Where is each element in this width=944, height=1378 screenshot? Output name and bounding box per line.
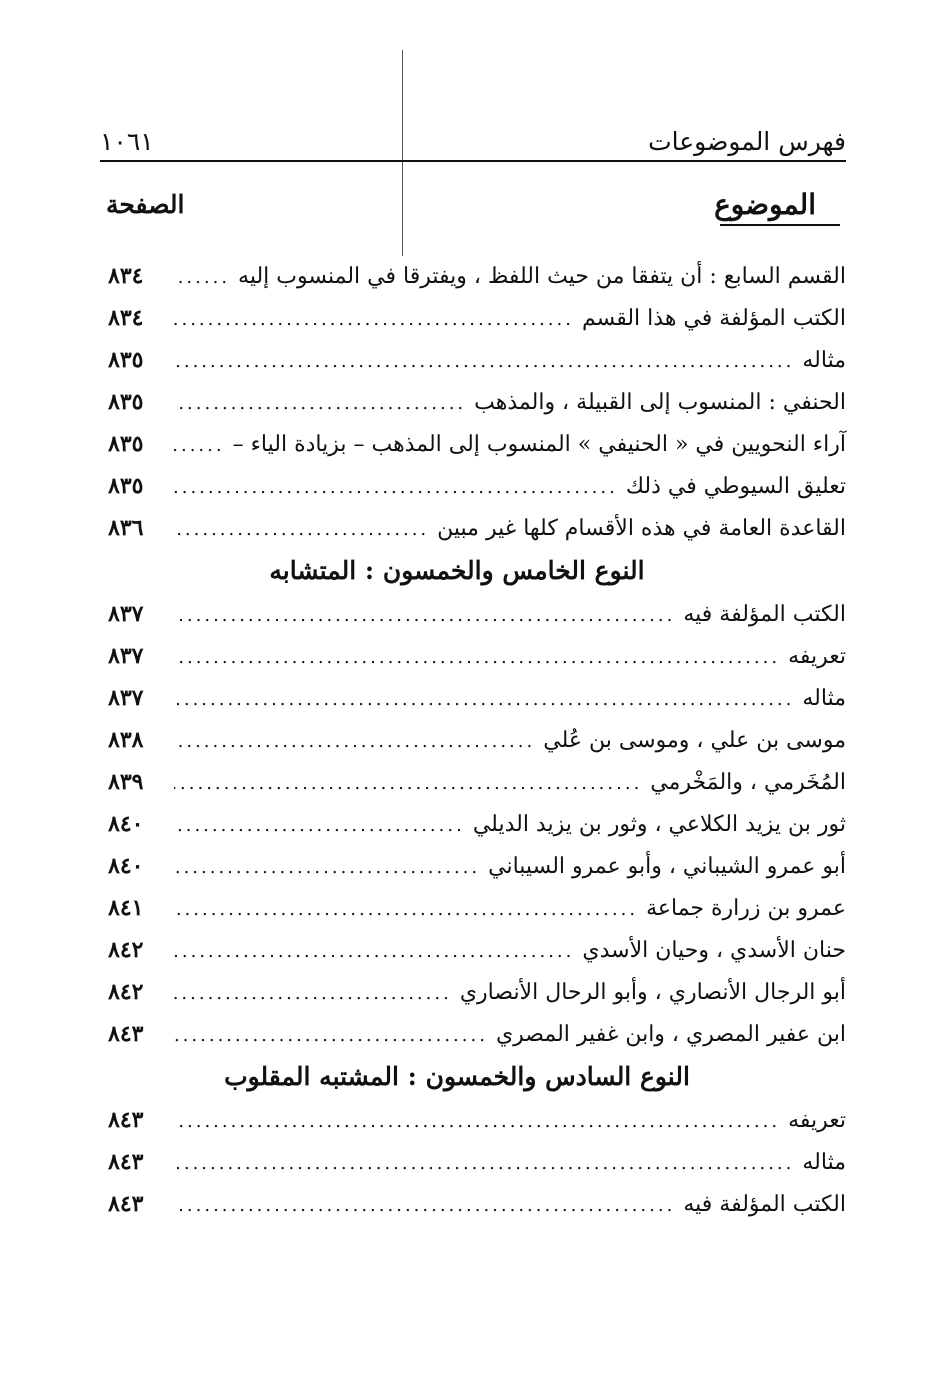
- dot-leader: [174, 763, 642, 805]
- entry-title: مثاله: [802, 686, 846, 711]
- entry-title: آراء النحويين في « الحنيفي » المنسوب إلى المذهب – بزيادة الياء –: [232, 432, 846, 457]
- entry-title: الكتب المؤلفة في هذا القسم: [581, 306, 846, 331]
- dot-leader: [174, 595, 675, 637]
- page-number: ١٠٦١: [100, 127, 154, 156]
- entry-page: ٨٣٤: [108, 305, 144, 331]
- entry-page: ٨٤٢: [108, 937, 144, 963]
- subject-underline: [720, 224, 840, 226]
- entry-page: ٨٣٧: [108, 643, 144, 669]
- toc-entry: [108, 719, 846, 761]
- entry-title: مثاله: [802, 348, 846, 373]
- dot-leader: [174, 1185, 675, 1227]
- dot-leader: [174, 973, 452, 1015]
- section-heading: النوع السادس والخمسون : المشتبه المقلوب: [224, 1062, 690, 1091]
- entry-title: المُخَرمي ، والمَخْرمي: [650, 770, 846, 795]
- dot-leader: [174, 425, 225, 467]
- dot-leader: [174, 1143, 794, 1185]
- entry-page: ٨٤٣: [108, 1191, 144, 1217]
- dot-leader: [174, 1015, 488, 1057]
- entry-page: ٨٣٧: [108, 601, 144, 627]
- toc-entry: [108, 887, 846, 929]
- column-headings: [100, 183, 846, 227]
- toc-entry: [108, 929, 846, 971]
- entry-title: مثاله: [802, 1150, 846, 1175]
- entry-title: الكتب المؤلفة فيه: [683, 602, 846, 627]
- dot-leader: [174, 257, 230, 299]
- toc-entry: [108, 1141, 846, 1183]
- dot-leader: [174, 509, 429, 551]
- entry-title: تعليق السيوطي في ذلك: [625, 474, 846, 499]
- toc-entry: [108, 1099, 846, 1141]
- toc-entry: [108, 761, 846, 803]
- toc-entry: [108, 1183, 846, 1225]
- dot-leader: [174, 931, 574, 973]
- dot-leader: [174, 805, 465, 847]
- entry-page: ٨٣٦: [108, 515, 144, 541]
- entry-title: القاعدة العامة في هذه الأقسام كلها غير مبين: [437, 516, 846, 541]
- entry-page: ٨٣٧: [108, 685, 144, 711]
- toc-entry: [108, 381, 846, 423]
- entry-page: ٨٤٢: [108, 979, 144, 1005]
- toc-entry: [108, 635, 846, 677]
- toc-entry: [108, 593, 846, 635]
- dot-leader: [174, 637, 780, 679]
- entry-page: ٨٣٥: [108, 347, 144, 373]
- entry-page: ٨٤١: [108, 895, 144, 921]
- entry-title: ثور بن يزيد الكلاعي ، وثور بن يزيد الديلي: [472, 812, 846, 837]
- toc-entry: [108, 423, 846, 465]
- toc-entry: [108, 255, 846, 297]
- toc-entry: [108, 971, 846, 1013]
- dot-leader: [174, 1101, 780, 1143]
- dot-leader: [174, 847, 480, 889]
- dot-leader: [174, 383, 466, 425]
- entry-page: ٨٣٥: [108, 473, 144, 499]
- toc-entry: [108, 465, 846, 507]
- entry-page: ٨٣٥: [108, 389, 144, 415]
- toc-entry: [108, 297, 846, 339]
- entry-title: تعريفه: [788, 1108, 846, 1133]
- header-rule: [100, 160, 846, 162]
- page-column-heading: الصفحة: [106, 190, 185, 219]
- entry-title: الكتب المؤلفة فيه: [683, 1192, 846, 1217]
- toc-entry: [108, 677, 846, 719]
- entry-page: ٨٤٣: [108, 1021, 144, 1047]
- entry-title: ابن عفير المصري ، وابن غفير المصري: [495, 1022, 846, 1047]
- dot-leader: [174, 679, 794, 721]
- toc-entry: [108, 507, 846, 549]
- toc-entry: [108, 845, 846, 887]
- entry-title: تعريفه: [788, 644, 846, 669]
- page-header: [100, 122, 846, 162]
- entry-page: ٨٤٣: [108, 1149, 144, 1175]
- entry-title: حنان الأسدي ، وحيان الأسدي: [582, 938, 846, 963]
- entry-page: ٨٣٨: [108, 727, 144, 753]
- entry-page: ٨٣٥: [108, 431, 144, 457]
- dot-leader: [174, 299, 574, 341]
- toc-entry: [108, 339, 846, 381]
- entry-title: القسم السابع : أن يتفقا من حيث اللفظ ، ويفترقا في المنسوب إليه: [238, 264, 846, 289]
- toc-entry: [108, 1013, 846, 1055]
- entry-page: ٨٤٠: [108, 811, 144, 837]
- entry-page: ٨٣٩: [108, 769, 144, 795]
- toc-content: [108, 255, 846, 1225]
- toc-entry: [108, 803, 846, 845]
- entry-page: ٨٣٤: [108, 263, 144, 289]
- entry-title: موسى بن علي ، وموسى بن عُلي: [543, 728, 846, 753]
- dot-leader: [174, 341, 794, 383]
- entry-title: أبو الرجال الأنصاري ، وأبو الرحال الأنصاري: [459, 980, 846, 1005]
- entry-title: الحنفي : المنسوب إلى القبيلة ، والمذهب: [474, 390, 846, 415]
- running-title: فهرس الموضوعات: [648, 127, 846, 156]
- dot-leader: [174, 467, 618, 509]
- subject-column-heading: الموضوع: [714, 188, 816, 221]
- entry-title: أبو عمرو الشيباني ، وأبو عمرو السيباني: [488, 854, 846, 879]
- section-heading: النوع الخامس والخمسون : المتشابه: [269, 556, 645, 585]
- entry-page: ٨٤٠: [108, 853, 144, 879]
- entry-page: ٨٤٣: [108, 1107, 144, 1133]
- dot-leader: [174, 721, 535, 763]
- dot-leader: [174, 889, 638, 931]
- entry-title: عمرو بن زرارة جماعة: [646, 896, 846, 921]
